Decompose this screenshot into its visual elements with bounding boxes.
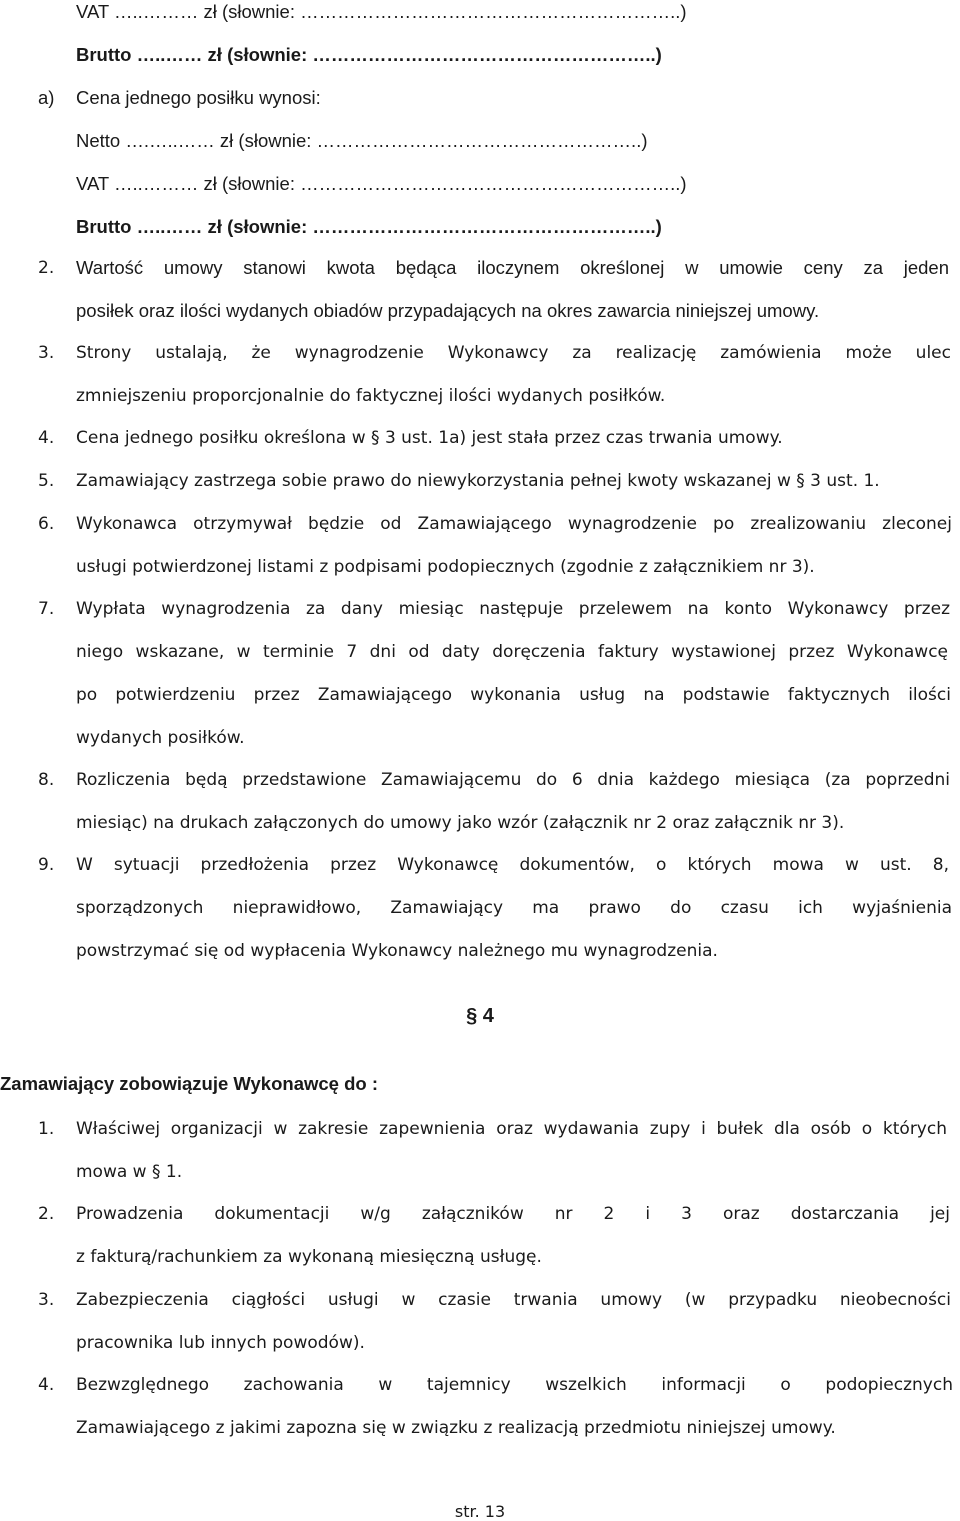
item-number: 3.: [38, 343, 55, 363]
item-number: 7.: [38, 599, 55, 619]
vat-line-2: VAT …..……… zł (słownie: ……………………………………………………..): [76, 173, 687, 194]
item-2-line-1: Wartość umowy stanowi kwota będąca iloczynem określonej w umowie ceny za jeden: [76, 257, 949, 278]
item-number: 9.: [38, 855, 55, 875]
item-number: 5.: [38, 471, 55, 491]
brutto-line-2: Brutto …..…… zł (słownie: ………………………………………………..): [76, 216, 662, 237]
item-9-line-1: W sytuacji przedłożenia przez Wykonawcę dokumentów, o których mowa w ust. 8,: [76, 855, 949, 875]
item-number: 4.: [38, 1375, 55, 1395]
item-6-line-2: usługi potwierdzonej listami z podpisami podopiecznych (zgodnie z załącznikiem nr 3).: [76, 557, 815, 577]
s4-item-4-line-2: Zamawiającego z jakimi zapozna się w związku z realizacją przedmiotu niniejszej umowy.: [76, 1418, 836, 1438]
vat-line-1: VAT …..……… zł (słownie: ……………………………………………………..): [76, 1, 687, 22]
brutto-line-1: Brutto …..…… zł (słownie: ………………………………………………..): [76, 44, 662, 65]
item-number: 1.: [38, 1119, 55, 1139]
item-number: 3.: [38, 1290, 55, 1310]
s4-item-1-line-2: mowa w § 1.: [76, 1162, 183, 1182]
s4-item-2-line-2: z fakturą/rachunkiem za wykonaną miesięczną usługę.: [76, 1247, 542, 1267]
item-6-line-1: Wykonawca otrzymywał będzie od Zamawiającego wynagrodzenie po zrealizowaniu zleconej: [76, 514, 952, 534]
s4-item-1-line-1: Właściwej organizacji w zakresie zapewnienia oraz wydawania zupy i bułek dla osób o których: [76, 1119, 947, 1139]
section-title: § 4: [466, 1005, 494, 1027]
item-9-line-3: powstrzymać się od wypłacenia Wykonawcy należnego mu wynagrodzenia.: [76, 941, 718, 961]
item-7-line-3: po potwierdzeniu przez Zamawiającego wykonania usług na podstawie faktycznych ilości: [76, 685, 951, 705]
item-number: 4.: [38, 428, 55, 448]
item-number: 6.: [38, 514, 55, 534]
section-heading: Zamawiający zobowiązuje Wykonawcę do :: [0, 1073, 378, 1094]
page-number: str. 13: [454, 1502, 506, 1521]
item-number: 2.: [38, 1204, 55, 1224]
item-8-line-1: Rozliczenia będą przedstawione Zamawiającemu do 6 dnia każdego miesiąca (za poprzedni: [76, 770, 950, 790]
item-2-line-2: posiłek oraz ilości wydanych obiadów przypadających na okres zawarcia niniejszej umowy.: [76, 300, 820, 321]
s4-item-3-line-2: pracownika lub innych powodów).: [76, 1333, 365, 1353]
s4-item-3-line-1: Zabezpieczenia ciągłości usługi w czasie trwania umowy (w przypadku nieobecności: [76, 1290, 951, 1310]
item-a-text: Cena jednego posiłku wynosi:: [76, 87, 321, 108]
item-7-line-4: wydanych posiłków.: [76, 728, 245, 748]
item-8-line-2: miesiąc) na drukach załączonych do umowy jako wzór (załącznik nr 2 oraz załącznik nr 3).: [76, 813, 845, 833]
item-number: 8.: [38, 770, 55, 790]
item-9-line-2: sporządzonych nieprawidłowo, Zamawiający ma prawo do czasu ich wyjaśnienia: [76, 898, 952, 918]
item-5-line-1: Zamawiający zastrzega sobie prawo do niewykorzystania pełnej kwoty wskazanej w § 3 ust. 1.: [76, 471, 880, 491]
item-7-line-2: niego wskazane, w terminie 7 dni od daty doręczenia faktury wystawionej przez Wykonawcę: [76, 642, 948, 662]
item-number: 2.: [38, 258, 55, 278]
netto-line-2: Netto ….…..…… zł (słownie: ……………………………………………..): [76, 130, 648, 151]
item-a-marker: a): [38, 87, 55, 108]
item-3-line-1: Strony ustalają, że wynagrodzenie Wykonawcy za realizację zamówienia może ulec: [76, 343, 951, 363]
item-3-line-2: zmniejszeniu proporcjonalnie do faktycznej ilości wydanych posiłków.: [76, 386, 666, 406]
item-4-line-1: Cena jednego posiłku określona w § 3 ust. 1a) jest stała przez czas trwania umowy.: [76, 428, 783, 448]
item-7-line-1: Wypłata wynagrodzenia za dany miesiąc następuje przelewem na konto Wykonawcy przez: [76, 599, 950, 619]
s4-item-2-line-1: Prowadzenia dokumentacji w/g załączników nr 2 i 3 oraz dostarczania jej: [76, 1204, 950, 1224]
s4-item-4-line-1: Bezwzględnego zachowania w tajemnicy wszelkich informacji o podopiecznych: [76, 1375, 953, 1395]
